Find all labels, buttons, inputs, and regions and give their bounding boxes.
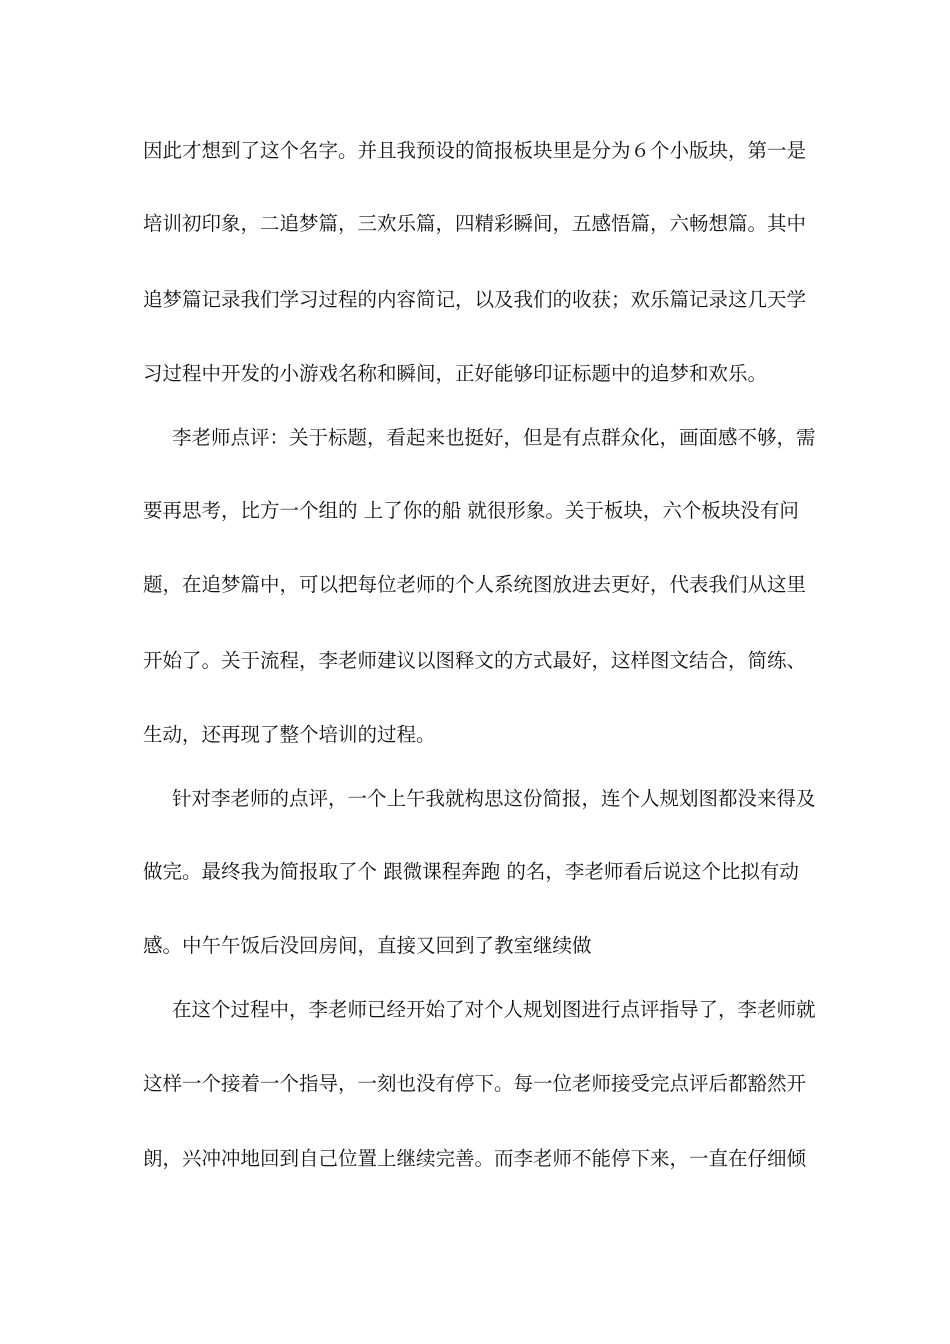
text-line: 感。中午午饭后没回房间，直接又回到了教室继续做 xyxy=(143,934,592,957)
text-line: 朗，兴冲冲地回到自己位置上继续完善。而李老师不能停下来，一直在仔细倾 xyxy=(143,1147,807,1170)
paragraph-start-line: 针对李老师的点评，一个上午我就构思这份简报，连个人规划图都没来得及 xyxy=(172,787,816,810)
text-line: 这样一个接着一个指导，一刻也没有停下。每一位老师接受完点评后都豁然开 xyxy=(143,1072,807,1095)
text-line: 追梦篇记录我们学习过程的内容简记，以及我们的收获；欢乐篇记录这几天学 xyxy=(143,288,807,311)
text-line: 习过程中开发的小游戏名称和瞬间，正好能够印证标题中的追梦和欢乐。 xyxy=(143,362,768,385)
paragraph-start-line: 在这个过程中，李老师已经开始了对个人规划图进行点评指导了，李老师就 xyxy=(172,998,816,1021)
text-line: 因此才想到了这个名字。并且我预设的简报板块里是分为６个小版块，第一是 xyxy=(143,139,807,162)
text-line: 生动，还再现了整个培训的过程。 xyxy=(143,723,436,746)
paragraph-start-line: 李老师点评：关于标题，看起来也挺好，但是有点群众化，画面感不够，需 xyxy=(172,426,816,449)
text-line: 培训初印象，二追梦篇，三欢乐篇，四精彩瞬间，五感悟篇，六畅想篇。其中 xyxy=(143,212,807,235)
text-line: 做完。最终我为简报取了个 跟微课程奔跑 的名，李老师看后说这个比拟有动 xyxy=(143,860,799,883)
text-line: 要再思考，比方一个组的 上了你的船 就很形象。关于板块，六个板块没有问 xyxy=(143,499,799,522)
text-line: 开始了。关于流程，李老师建议以图释文的方式最好，这样图文结合，简练、 xyxy=(143,649,807,672)
text-line: 题，在追梦篇中，可以把每位老师的个人系统图放进去更好，代表我们从这里 xyxy=(143,573,807,596)
